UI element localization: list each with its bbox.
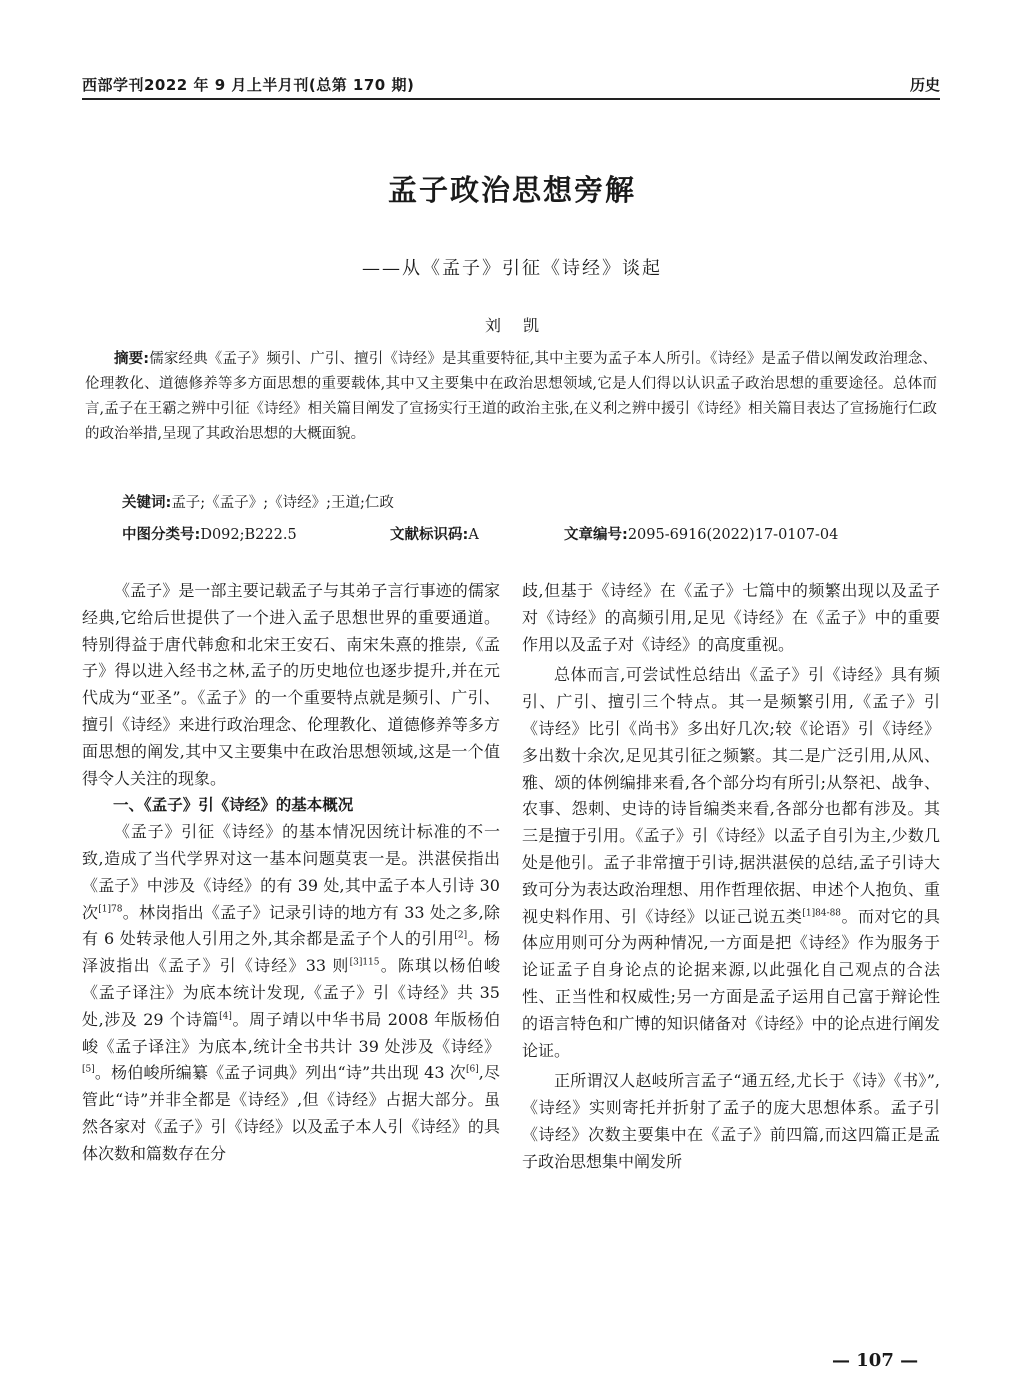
journal-issue: 西部学刊2022 年 9 月上半月刊(总第 170 期) — [82, 76, 415, 94]
citation: [3]115 — [349, 957, 380, 968]
citation: [1]84-88 — [802, 908, 842, 919]
article-subtitle: ——从《孟子》引征《诗经》谈起 — [362, 258, 662, 279]
running-header — [82, 72, 940, 100]
author-name: 刘凯 — [484, 316, 561, 335]
clc-label: 中图分类号: — [122, 527, 201, 543]
article-number-label: 文章编号: — [564, 527, 628, 543]
keywords-label: 关键词: — [122, 495, 172, 511]
abstract — [85, 347, 937, 447]
keywords-text: 孟子;《孟子》;《诗经》;王道;仁政 — [171, 495, 394, 511]
body-column-right — [522, 578, 940, 1176]
paragraph: 《孟子》引征《诗经》的基本情况因统计标准的不一致,造成了当代学界对这一基本问题莫衷一是。洪湛侯指出《孟子》中涉及《诗经》的有 39 处,其中孟子本人引诗 30 次$^{[1]78}$。林岗指出《孟子》记录引诗的地方有 33 处之多,除有 6 处转录他人引用之外,其余都是孟子个人的引用[2]。杨泽波指出《孟子》引《诗经》33 则$^{[3]115}$。陈琪以杨伯峻《孟子译注》为底本统计发现,《孟子》引《诗经》共 35 处,涉及 29 个诗篇[4]。周子靖以中华书局 2008 年版杨伯峻《孟子译注》为底本,统计全书共计 39 处涉及《诗经》[5]。杨伯峻所编纂《孟子词典》列出“诗”共出现 43 次[6],尽管此“诗”并非全都是《诗经》,但《诗经》占据大部分。虽然各家对《孟子》引《诗经》以及孟子本人引《诗经》的具体次数和篇数存在分 — [82, 822, 500, 1163]
doc-code-label: 文献标识码: — [390, 527, 469, 543]
doc-code-value: A — [468, 527, 479, 543]
citation: [6] — [465, 1065, 479, 1076]
paragraph: 《孟子》是一部主要记载孟子与其弟子言行事迹的儒家经典,它给后世提供了一个进入孟子思想世界的重要通道。特别得益于唐代韩愈和北宋王安石、南宋朱熹的推崇,《孟子》得以进入经书之林,孟子的历史地位也逐步提升,并在元代成为“亚圣”。《孟子》的一个重要特点就是频引、广引、擅引《诗经》来进行政治理念、伦理教化、道德修养等多方面思想的阐发,其中又主要集中在政治思想领域,这是一个值得令人关注的现象。 — [82, 581, 500, 788]
section-heading: 一、《孟子》引《诗经》的基本概况 — [113, 796, 354, 815]
article-title: 孟子政治思想旁解 — [387, 173, 636, 207]
abstract-label: 摘要: — [114, 351, 150, 367]
clc-value: D092;B222.5 — [200, 527, 297, 543]
paragraph: 总体而言,可尝试性总结出《孟子》引《诗经》具有频引、广引、擅引三个特点。其一是频繁引用,《孟子》引《诗经》比引《尚书》多出好几次;较《论语》引《诗经》多出数十余次,足见其引征之频繁。其二是广泛引用,从风、雅、颂的体例编排来看,各个部分均有所引;从祭祀、战争、农事、怨刺、史诗的诗旨编类来看,各部分也都有涉及。其三是擅于引用。《孟子》引《诗经》以孟子自引为主,少数几处是他引。孟子非常擅于引诗,据洪湛侯的总结,孟子引诗大致可分为表达政治理想、用作哲理依据、申述个人抱负、重视史料作用、引《诗经》以证己说五类$^{[1]84-88}$。而对它的具体应用则可分为两种情况,一方面是把《诗经》作为服务于论证孟子自身论点的论据来源,以此强化自己观点的合法性、正当性和权威性;另一方面是孟子运用自己富于辩论性的语言特色和广博的知识储备对《诗经》中的论点进行阐发论证。 — [522, 665, 940, 1060]
citation: [1]78 — [98, 904, 123, 915]
keywords — [122, 491, 394, 512]
citation: [4] — [219, 1011, 232, 1022]
paragraph: 正所谓汉人赵岐所言孟子“通五经,尤长于《诗》《书》”,《诗经》实则寄托并折射了孟子的庞大思想体系。孟子引《诗经》次数主要集中在《孟子》前四篇,而这四篇正是孟子政治思想集中阐发所 — [522, 1071, 940, 1171]
page-number: — 107 — — [832, 1350, 919, 1371]
classification-line — [122, 523, 922, 544]
abstract-text: 儒家经典《孟子》频引、广引、擅引《诗经》是其重要特征,其中主要为孟子本人所引。《诗经》是孟子借以阐发政治理念、伦理教化、道德修养等多方面思想的重要载体,其中又主要集中在政治思想领域,它是人们得以认识孟子政治思想的重要途径。总体而言,孟子在王霸之辨中引征《诗经》相关篇目阐发了宣扬实行王道的政治主张,在义利之辨中援引《诗经》相关篇目表达了宣扬施行仁政的政治举措,呈现了其政治思想的大概面貌。 — [85, 351, 937, 442]
section-name: 历史 — [909, 76, 940, 94]
body-column-left — [82, 578, 500, 1168]
article-number-value: 2095-6916(2022)17-0107-04 — [627, 527, 839, 543]
paragraph: 歧,但基于《诗经》在《孟子》七篇中的频繁出现以及孟子对《诗经》的高频引用,足见《诗经》在《孟子》中的重要作用以及孟子对《诗经》的高度重视。 — [522, 581, 940, 654]
citation: [5] — [82, 1065, 95, 1076]
citation: [2] — [454, 931, 468, 942]
